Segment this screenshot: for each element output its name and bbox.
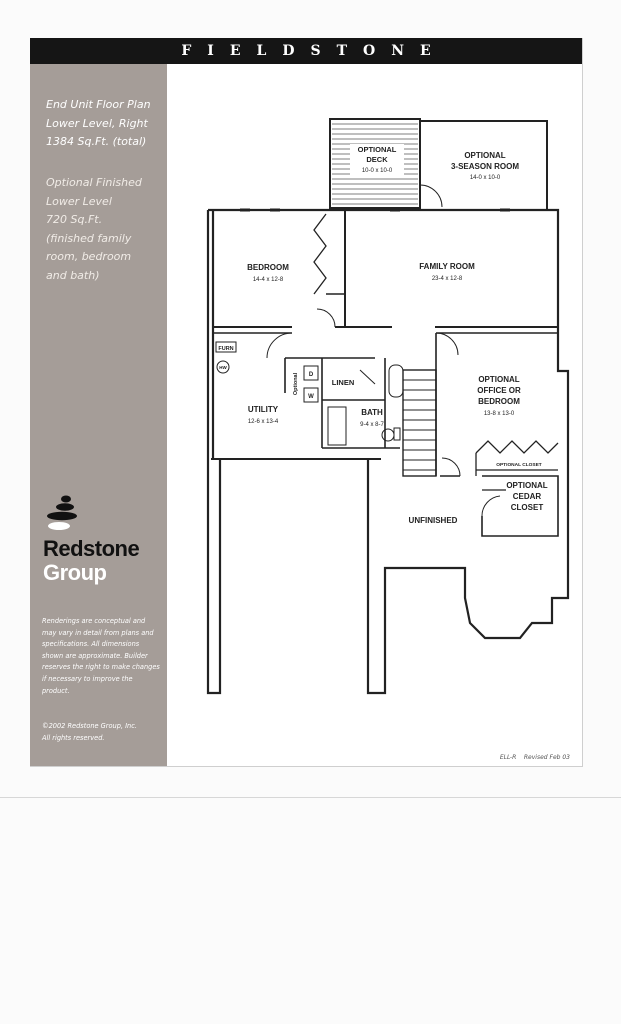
office-dims: 13-8 x 13-0 (483, 411, 515, 417)
revision-date: Revised Feb 03 (523, 754, 570, 761)
page-title: FIELDSTONE (181, 43, 447, 59)
plan-line: 1384 Sq.Ft. (total) (46, 135, 147, 149)
optional-line: Optional Finished (46, 176, 142, 189)
optional-closet-label: OPTIONAL CLOSET (496, 463, 542, 468)
season-label: 3-SEASON ROOM (450, 162, 520, 171)
office-label: OFFICE OR (477, 386, 521, 395)
deck-dims: 10-0 x 10-0 (361, 168, 393, 174)
stairs (403, 370, 436, 476)
utility-label: UTILITY (247, 405, 279, 414)
copyright-line: ©2002 Redstone Group, Inc. (42, 722, 137, 730)
plan-code: ELL-R (499, 754, 517, 761)
optional-line: (finished family (46, 231, 132, 245)
floor-plan-sheet (30, 38, 583, 767)
optional-laundry-tag: Optional (293, 372, 299, 396)
optional-line: and bath) (46, 268, 100, 282)
copyright-line: All rights reserved. (42, 733, 105, 742)
season-dims: 14-0 x 10-0 (469, 175, 501, 181)
optional-line: 720 Sq.Ft. (46, 213, 103, 227)
linen-label: LINEN (331, 378, 355, 387)
unfinished-label: UNFINISHED (408, 516, 458, 525)
bath-dims: 9-4 x 8-7 (360, 422, 384, 428)
floor-plan-drawing (30, 38, 582, 766)
utility-dims: 12-6 x 13-4 (247, 419, 279, 425)
office-label: BEDROOM (478, 397, 520, 406)
plan-line: End Unit Floor Plan (46, 98, 151, 111)
brand-name: Redstone (43, 536, 140, 561)
cedar-closet-label: CEDAR (512, 492, 542, 501)
deck-label: OPTIONAL (357, 145, 397, 154)
brand-name-group: Group (43, 560, 107, 585)
bath-label: BATH (361, 408, 383, 417)
deck-label: DECK (366, 155, 388, 164)
bedroom-label: BEDROOM (247, 263, 289, 272)
page-divider (0, 797, 621, 798)
footer-revision (500, 754, 570, 761)
water-heater-label: HW (219, 365, 227, 370)
disclaimer-text: Renderings are conceptual and may vary in detail from plans and specifications. All dimensions shown are approximate. Builder reserves the right to make changes if necessary to improve the product. (42, 617, 160, 695)
office-label: OPTIONAL (478, 375, 520, 384)
washer-label: W (308, 394, 314, 400)
season-label: OPTIONAL (464, 151, 506, 160)
family-room-dims: 23-4 x 12-8 (431, 276, 463, 282)
cedar-closet-label: OPTIONAL (506, 481, 548, 490)
optional-line: room, bedroom (46, 250, 132, 264)
cedar-closet-label: CLOSET (510, 503, 544, 512)
optional-line: Lower Level (46, 194, 112, 208)
room-labels (216, 145, 548, 525)
plan-line: Lower Level, Right (46, 116, 148, 130)
family-room-label: FAMILY ROOM (419, 262, 475, 271)
bedroom-dims: 14-4 x 12-8 (252, 277, 284, 283)
furnace-label: FURN (218, 346, 234, 352)
dryer-label: D (308, 372, 314, 378)
